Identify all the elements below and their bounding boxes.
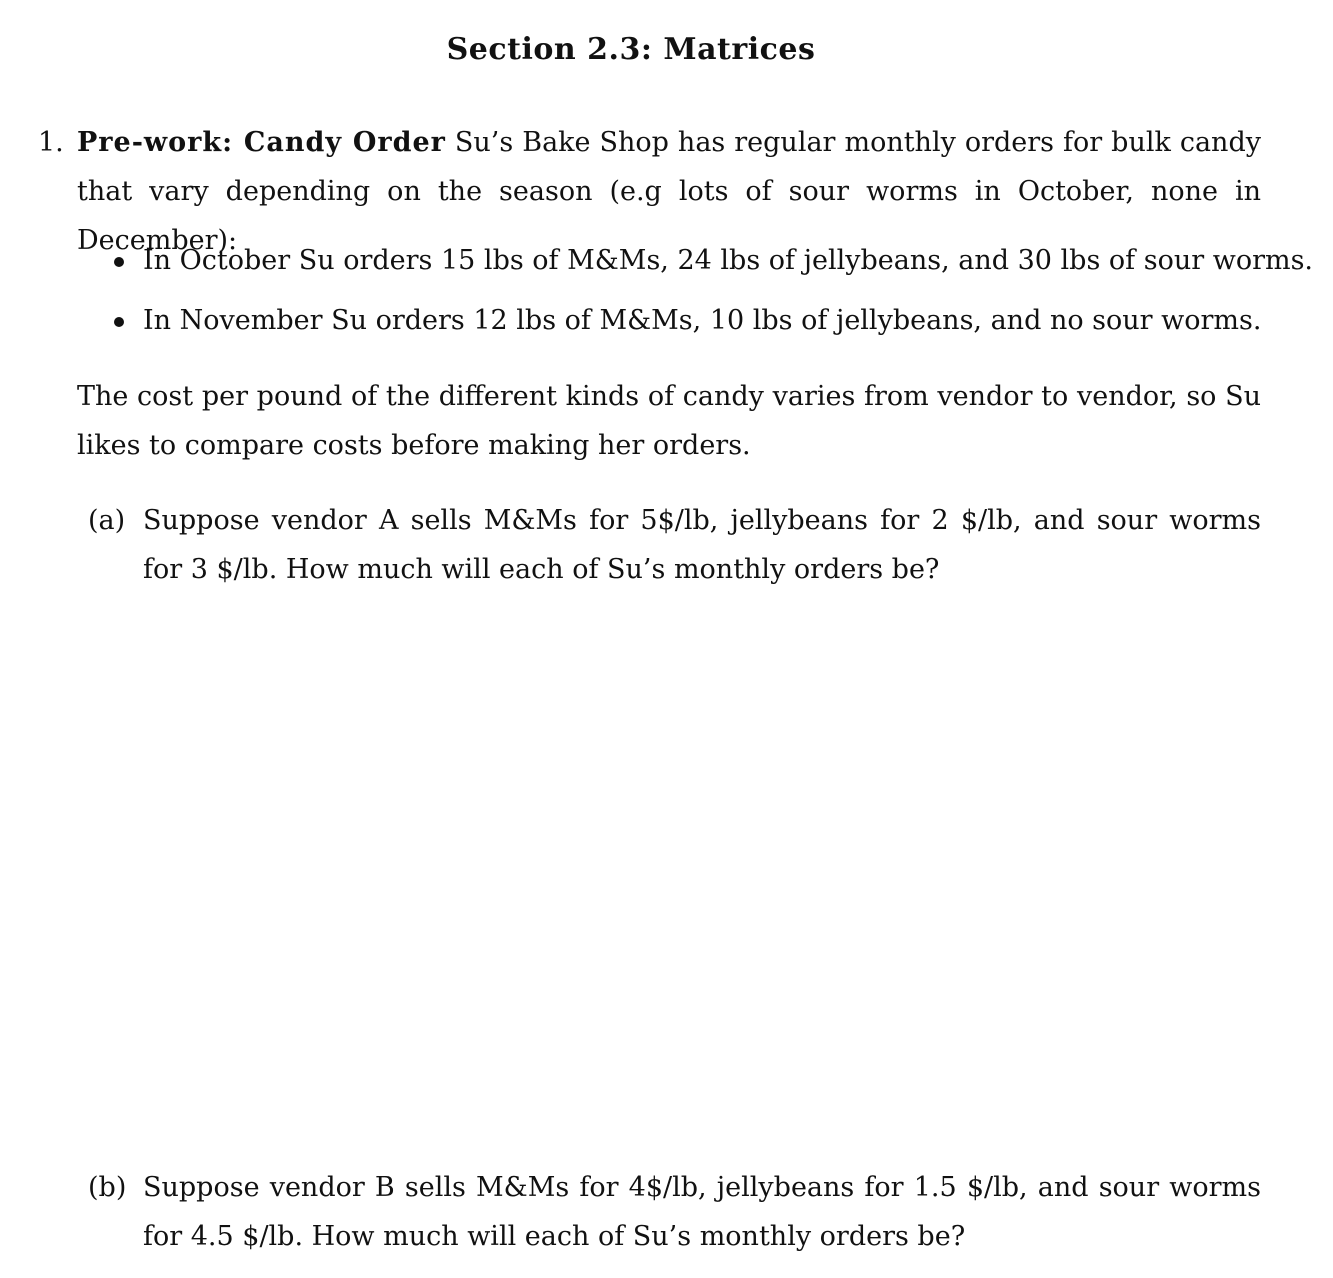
list-item-october — [143, 236, 1314, 296]
problem-intro-text: Su’s Bake Shop has regular monthly orders for bulk candy that vary depending on the season (e.g lots of sour worms in October, none in December): — [77, 127, 1261, 256]
part-a-text: Suppose vendor A sells M&Ms for 5$/lb, jellybeans for 2 $/lb, and sour worms for 3 $/lb. How much will each of Su’s monthly orders be? — [143, 505, 1261, 585]
bullet-icon — [114, 317, 124, 327]
list-item-november — [143, 296, 1273, 356]
cost-paragraph: The cost per pound of the different kinds of candy varies from vendor to vendor, so Su likes to compare costs before making her orders. — [77, 381, 1261, 461]
list-item-text: In October Su orders 15 lbs of M&Ms, 24 lbs of jellybeans, and 30 lbs of sour worms. — [143, 245, 1314, 276]
problem-heading: Pre-work: Candy Order — [77, 127, 446, 158]
part-b-label: (b) — [88, 1172, 127, 1203]
section-title: Section 2.3: Matrices — [446, 32, 816, 67]
list-item-text: In November Su orders 12 lbs of M&Ms, 10 lbs of jellybeans, and no sour worms. — [143, 305, 1262, 336]
problem-number: 1. — [38, 127, 64, 158]
order-list — [143, 236, 1314, 356]
bullet-icon — [114, 257, 124, 267]
part-b-text: Suppose vendor B sells M&Ms for 4$/lb, jellybeans for 1.5 $/lb, and sour worms for 4.5 $/lb. How much will each of Su’s monthly orders be? — [143, 1172, 1261, 1252]
part-a-label: (a) — [88, 505, 126, 536]
